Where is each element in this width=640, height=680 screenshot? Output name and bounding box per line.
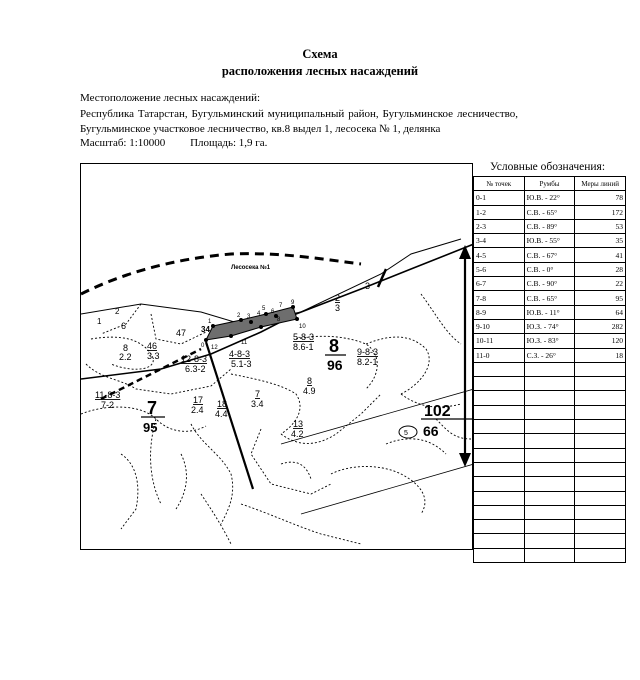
table-row-empty <box>474 491 626 505</box>
table-row-empty <box>474 448 626 462</box>
map-label-4-9: 4.9 <box>303 386 316 396</box>
point-0: 0 <box>201 343 205 349</box>
location-heading: Местоположение лесных насаждений: <box>80 92 261 104</box>
table-cell-empty <box>524 548 575 562</box>
table-cell-length: 78 <box>575 191 626 205</box>
map-label-34: 34 <box>201 325 210 334</box>
table-cell-rumb: С.В. - 90° <box>524 277 575 291</box>
forest-map <box>80 163 473 550</box>
table-cell-empty <box>474 520 525 534</box>
table-cell-empty <box>474 362 525 376</box>
point-8: 8 <box>277 317 281 323</box>
north-arrow-icon <box>455 245 475 467</box>
map-label-11-8-3: 11-8-3 <box>95 390 121 400</box>
table-row-empty <box>474 462 626 476</box>
map-label-46: 46 <box>147 341 158 351</box>
legend-title: Условные обозначения: <box>490 161 606 173</box>
map-label-7-big: 7 <box>147 398 158 418</box>
table-row <box>474 234 626 248</box>
map-label-3-top: 3 <box>335 303 341 313</box>
table-row-empty <box>474 520 626 534</box>
table-row <box>474 262 626 276</box>
small-ellipse <box>399 426 417 438</box>
table-row-empty <box>474 534 626 548</box>
map-label-95: 95 <box>143 420 158 435</box>
header-points: № точек <box>474 177 525 191</box>
table-cell-empty <box>474 420 525 434</box>
map-label-4-8-3: 4-8-3 <box>229 349 251 359</box>
map-label-2: 2 <box>115 307 120 316</box>
table-cell-length: 53 <box>575 219 626 233</box>
table-cell-length: 282 <box>575 319 626 333</box>
table-cell-empty <box>575 534 626 548</box>
table-cell-point: 8-9 <box>474 305 525 319</box>
map-label-1: 1 <box>97 317 102 326</box>
table-cell-point: 6-7 <box>474 277 525 291</box>
table-cell-empty <box>474 477 525 491</box>
map-label-96: 96 <box>327 357 343 373</box>
table-cell-empty <box>575 448 626 462</box>
table-cell-empty <box>575 520 626 534</box>
doc-subtitle: расположения лесных насаждений <box>221 64 419 78</box>
table-row <box>474 277 626 291</box>
table-cell-empty <box>575 391 626 405</box>
header-lengths: Меры линий <box>575 177 626 191</box>
table-cell-length: 172 <box>575 205 626 219</box>
table-cell-empty <box>575 405 626 419</box>
table-cell-length: 28 <box>575 262 626 276</box>
table-cell-point: 10-11 <box>474 334 525 348</box>
table-cell-empty <box>575 477 626 491</box>
table-cell-empty <box>474 548 525 562</box>
map-label-7: 7 <box>255 389 261 399</box>
table-cell-empty <box>524 534 575 548</box>
table-cell-rumb: С.В. - 67° <box>524 248 575 262</box>
map-label-2-top: 2 <box>335 293 341 303</box>
map-label-102: 102 <box>424 403 451 420</box>
table-row-empty <box>474 362 626 376</box>
table-row <box>474 248 626 262</box>
table-cell-empty <box>474 505 525 519</box>
table-cell-point: 3-4 <box>474 234 525 248</box>
table-row <box>474 219 626 233</box>
dashed-boundary-arc <box>81 254 361 294</box>
map-label-8: 8 <box>307 376 313 386</box>
table-cell-empty <box>575 377 626 391</box>
lower-diagonal-line <box>301 464 473 514</box>
table-row-empty <box>474 548 626 562</box>
point-12: 12 <box>211 345 218 351</box>
table-cell-empty <box>474 462 525 476</box>
dotted-boundaries <box>81 294 471 544</box>
table-cell-rumb: С.В. - 0° <box>524 262 575 276</box>
table-cell-empty <box>575 362 626 376</box>
map-label-5-1-3: 5.1-3 <box>231 359 252 369</box>
table-row <box>474 305 626 319</box>
table-row-empty <box>474 477 626 491</box>
map-label-47: 47 <box>176 328 187 338</box>
table-cell-empty <box>575 491 626 505</box>
table-cell-length: 35 <box>575 234 626 248</box>
table-row <box>474 291 626 305</box>
table-cell-point: 0-1 <box>474 191 525 205</box>
table-row-empty <box>474 405 626 419</box>
doc-title: Схема <box>302 47 338 61</box>
map-label-17: 17 <box>193 395 204 405</box>
table-row <box>474 334 626 348</box>
table-cell-point: 11-0 <box>474 348 525 362</box>
map-label-3-4: 3.4 <box>251 399 264 409</box>
map-label-6-3-2: 6.3-2 <box>185 364 206 374</box>
table-cell-empty <box>575 462 626 476</box>
table-cell-empty <box>524 462 575 476</box>
point-9: 9 <box>291 300 295 306</box>
table-cell-empty <box>575 505 626 519</box>
edge-marker <box>378 269 386 287</box>
table-header-row <box>474 177 626 191</box>
map-label-5: 5 <box>404 430 408 437</box>
coordinates-table <box>473 176 626 563</box>
table-cell-point: 9-10 <box>474 319 525 333</box>
table-cell-length: 95 <box>575 291 626 305</box>
table-cell-length: 64 <box>575 305 626 319</box>
point-11: 11 <box>241 340 248 346</box>
table-body <box>474 191 626 563</box>
table-cell-empty <box>474 377 525 391</box>
table-cell-empty <box>575 548 626 562</box>
table-cell-rumb: Ю.В. - 55° <box>524 234 575 248</box>
table-row <box>474 348 626 362</box>
point-7: 7 <box>279 303 283 309</box>
table-row-empty <box>474 391 626 405</box>
table-cell-empty <box>474 391 525 405</box>
table-row-empty <box>474 434 626 448</box>
map-label-2-4: 2.4 <box>191 405 204 415</box>
table-cell-rumb: С.В. - 65° <box>524 205 575 219</box>
table-cell-empty <box>575 420 626 434</box>
point-6: 6 <box>271 309 275 315</box>
header-rumbs: Румбы <box>524 177 575 191</box>
map-label-4-4: 4.4 <box>215 409 228 419</box>
table-cell-point: 4-5 <box>474 248 525 262</box>
table-row-empty <box>474 377 626 391</box>
table-cell-empty <box>575 434 626 448</box>
point-3: 3 <box>247 314 251 320</box>
table-cell-empty <box>474 405 525 419</box>
table-cell-empty <box>524 520 575 534</box>
table-cell-point: 7-8 <box>474 291 525 305</box>
map-label-4-2: 4.2 <box>291 429 304 439</box>
table-cell-rumb: Ю.З. - 83° <box>524 334 575 348</box>
table-cell-length: 120 <box>575 334 626 348</box>
table-cell-empty <box>524 477 575 491</box>
map-label-9-8-3: 9-8-3 <box>357 347 379 357</box>
table-cell-empty <box>524 448 575 462</box>
table-cell-rumb: С.В. - 65° <box>524 291 575 305</box>
map-label-12-8-3: 12-8-3 <box>181 354 208 364</box>
map-label-5-8-3: 5-8-3 <box>293 332 315 342</box>
point-4: 4 <box>257 311 261 317</box>
map-label-6: 6 <box>121 321 127 331</box>
scale-area-line <box>80 137 289 149</box>
table-row <box>474 191 626 205</box>
table-row-empty <box>474 420 626 434</box>
table-cell-length: 18 <box>575 348 626 362</box>
table-cell-empty <box>524 505 575 519</box>
table-cell-rumb: Ю.В. - 11° <box>524 305 575 319</box>
table-row <box>474 205 626 219</box>
table-cell-empty <box>524 391 575 405</box>
table-cell-rumb: С.В. - 89° <box>524 219 575 233</box>
table-cell-empty <box>474 491 525 505</box>
table-cell-point: 5-6 <box>474 262 525 276</box>
map-drawing <box>81 164 473 550</box>
point-2: 2 <box>237 313 241 319</box>
location-text: Республика Татарстан, Бугульминский муниципальный район, Бугульминское лесничество, Бугульминское участковое лесничество, кв.8 выдел 1, лесосека № 1, делянка <box>80 108 518 135</box>
table-cell-empty <box>474 448 525 462</box>
table-cell-empty <box>524 491 575 505</box>
map-label-66: 66 <box>423 423 439 439</box>
point-1: 1 <box>208 319 212 325</box>
table-row <box>474 319 626 333</box>
lesoseka-label: Лесосека №1 <box>231 265 271 271</box>
table-cell-empty <box>474 534 525 548</box>
map-label-8-6-1: 8.6-1 <box>293 342 314 352</box>
map-label-8-2-1: 8.2-1 <box>357 357 378 367</box>
map-label-8-big: 8 <box>329 336 340 356</box>
area-text: Площадь: 1,9 га. <box>190 137 268 149</box>
map-label-3-right: 3 <box>365 281 371 291</box>
map-label-7-2: 7-2 <box>101 400 115 410</box>
table-cell-length: 22 <box>575 277 626 291</box>
point-5: 5 <box>262 306 266 312</box>
table-cell-empty <box>524 362 575 376</box>
map-label-33: 3.3 <box>147 351 160 361</box>
table-cell-empty <box>524 420 575 434</box>
table-cell-point: 1-2 <box>474 205 525 219</box>
table-cell-length: 41 <box>575 248 626 262</box>
map-label-18: 18 <box>217 399 228 409</box>
table-cell-empty <box>474 434 525 448</box>
table-cell-rumb: Ю.З. - 74° <box>524 319 575 333</box>
table-row-empty <box>474 505 626 519</box>
table-cell-point: 2-3 <box>474 219 525 233</box>
map-label-22: 2.2 <box>119 352 132 362</box>
point-10: 10 <box>299 324 306 330</box>
table-cell-empty <box>524 434 575 448</box>
table-cell-empty <box>524 405 575 419</box>
map-label-8: 8 <box>123 343 129 353</box>
scale-text: Масштаб: 1:10000 <box>80 137 166 149</box>
table-cell-rumb: Ю.В. - 22° <box>524 191 575 205</box>
map-label-13: 13 <box>293 419 304 429</box>
table-cell-empty <box>524 377 575 391</box>
table-cell-rumb: С.З. - 26° <box>524 348 575 362</box>
